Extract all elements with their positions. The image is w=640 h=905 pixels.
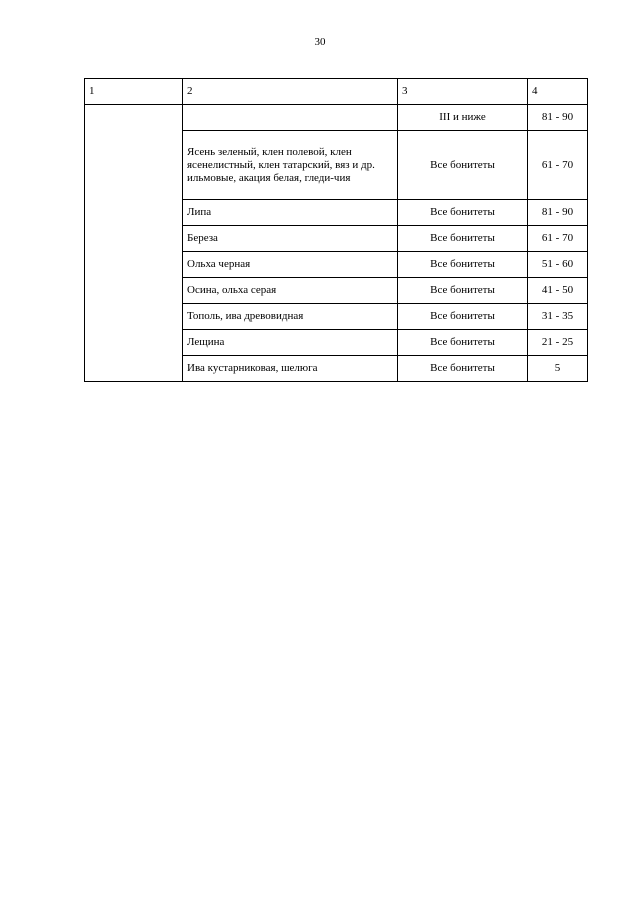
header-cell-4: 4 (528, 79, 588, 105)
forest-age-table (84, 78, 588, 382)
species-cell (183, 105, 398, 131)
age-cell: 5 (528, 356, 588, 382)
species-cell: Липа (183, 200, 398, 226)
age-cell: 51 - 60 (528, 252, 588, 278)
header-cell-3: 3 (398, 79, 528, 105)
age-cell: 81 - 90 (528, 200, 588, 226)
page-number: 30 (314, 36, 326, 48)
bonitet-cell: Все бонитеты (398, 304, 528, 330)
table-row (85, 105, 588, 131)
header-cell-2: 2 (183, 79, 398, 105)
age-cell: 31 - 35 (528, 304, 588, 330)
bonitet-cell: Все бонитеты (398, 356, 528, 382)
species-cell: Ясень зеленый, клен полевой, клен ясенелистный, клен татарский, вяз и др. ильмовые, акация белая, гледи-чия (183, 131, 398, 200)
bonitet-cell: Все бонитеты (398, 131, 528, 200)
species-cell: Береза (183, 226, 398, 252)
age-cell: 21 - 25 (528, 330, 588, 356)
category-cell (85, 105, 183, 382)
bonitet-cell: III и ниже (398, 105, 528, 131)
bonitet-cell: Все бонитеты (398, 200, 528, 226)
age-cell: 81 - 90 (528, 105, 588, 131)
table-header-row (85, 79, 588, 105)
species-cell: Ива кустарниковая, шелюга (183, 356, 398, 382)
species-cell: Ольха черная (183, 252, 398, 278)
bonitet-cell: Все бонитеты (398, 330, 528, 356)
species-cell: Осина, ольха серая (183, 278, 398, 304)
age-cell: 61 - 70 (528, 131, 588, 200)
species-cell: Тополь, ива древовидная (183, 304, 398, 330)
header-cell-1: 1 (85, 79, 183, 105)
bonitet-cell: Все бонитеты (398, 278, 528, 304)
bonitet-cell: Все бонитеты (398, 252, 528, 278)
age-cell: 41 - 50 (528, 278, 588, 304)
bonitet-cell: Все бонитеты (398, 226, 528, 252)
age-cell: 61 - 70 (528, 226, 588, 252)
species-cell: Лещина (183, 330, 398, 356)
